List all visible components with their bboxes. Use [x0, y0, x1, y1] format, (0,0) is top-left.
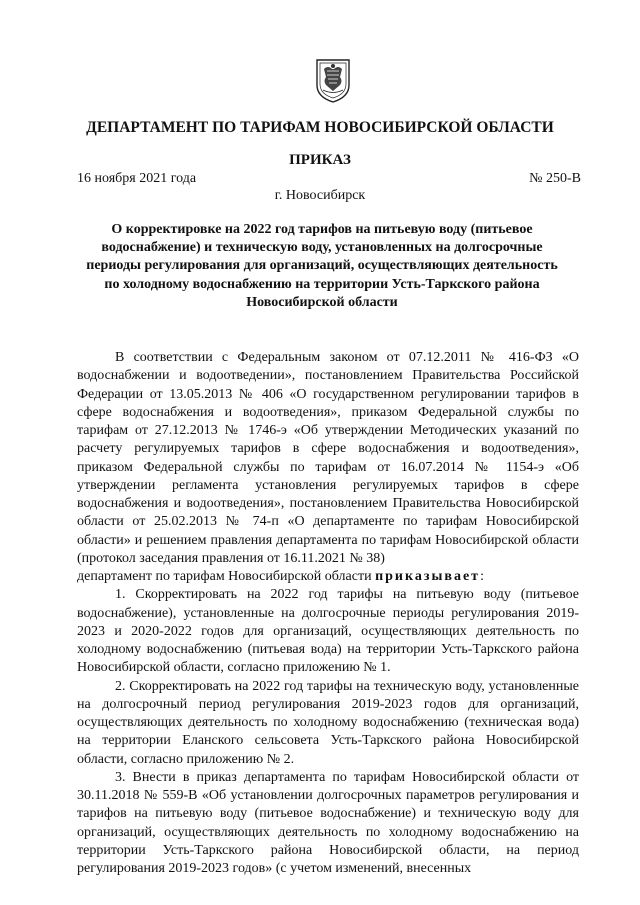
department-name: ДЕПАРТАМЕНТ ПО ТАРИФАМ НОВОСИБИРСКОЙ ОБЛАСТИ	[86, 119, 554, 136]
orders-word: приказывает	[375, 569, 481, 584]
order-item-2: 2. Скорректировать на 2022 год тарифы на техническую воду, установленные на долгосрочный период регулирования 2019-2023 годов для организаций, осуществляющих деятельность по холодному водоснабжению (техническая вода) на территории Еланского сельсовета Усть-Таркского района Новосибирской области, согласно приложению № 2.	[77, 678, 579, 767]
order-heading: О корректировке на 2022 год тарифов на питьевую воду (питьевое водоснабжение) и техническую воду, установленных на долгосрочные периоды регулирования для организаций, осуществляющих деятельность по холодному водоснабжению на территории Усть-Таркского района Новосибирской области	[86, 222, 558, 310]
orders-prefix: департамент по тарифам Новосибирской области	[77, 569, 376, 584]
preamble-paragraph: В соответствии с Федеральным законом от 07.12.2011 № 416-ФЗ «О водоснабжении и водоотведении», постановлением Правительства Российской Федерации от 13.05.2013 № 406 «О государственном регулировании тарифов в сфере водоснабжения и водоотведения», приказом Федеральной службы по тарифам от 27.12.2013 № 1746-э «Об утверждении Методических указаний по расчету регулируемых тарифов в сфере водоснабжения и водоотведения», приказом Федеральной службы по тарифам от 16.07.2014 № 1154-э «Об утверждении регламента установления регулируемых тарифов в сфере водоснабжения и водоотведения», постановлением Правительства Новосибирской области от 25.02.2013 № 74-п «О департаменте по тарифам Новосибирской области» и решением правления департамента по тарифам Новосибирской области (протокол заседания правления от 16.11.2021 № 38)	[77, 350, 579, 566]
order-city: г. Новосибирск	[274, 188, 366, 203]
orders-line	[77, 568, 579, 586]
document-type-title: ПРИКАЗ	[289, 152, 351, 168]
order-date: 16 ноября 2021 года	[77, 171, 197, 186]
coat-of-arms-icon	[315, 57, 351, 103]
order-item-3: 3. Внести в приказ департамента по тарифам Новосибирской области от 30.11.2018 № 559-В «Об установлении долгосрочных параметров регулирования и тарифов на питьевую воду (питьевое водоснабжение) и техническую воду для организаций, осуществляющих деятельность по холодному водоснабжению на территории Усть-Таркского района Новосибирской области, на период регулирования 2019-2023 годов» (с учетом изменений, внесенных	[77, 769, 579, 876]
order-number: № 250-В	[529, 171, 581, 186]
order-item-1: 1. Скорректировать на 2022 год тарифы на питьевую воду (питьевое водоснабжение), установленные на долгосрочные периоды регулирования 2019-2023 и 2020-2022 годов для организаций, осуществляющих деятельность по холодному водоснабжению (питьевая вода) на территории Усть-Таркского района Новосибирской области, согласно приложению № 1.	[77, 587, 579, 676]
orders-suffix: :	[480, 569, 484, 584]
order-body	[77, 349, 579, 878]
